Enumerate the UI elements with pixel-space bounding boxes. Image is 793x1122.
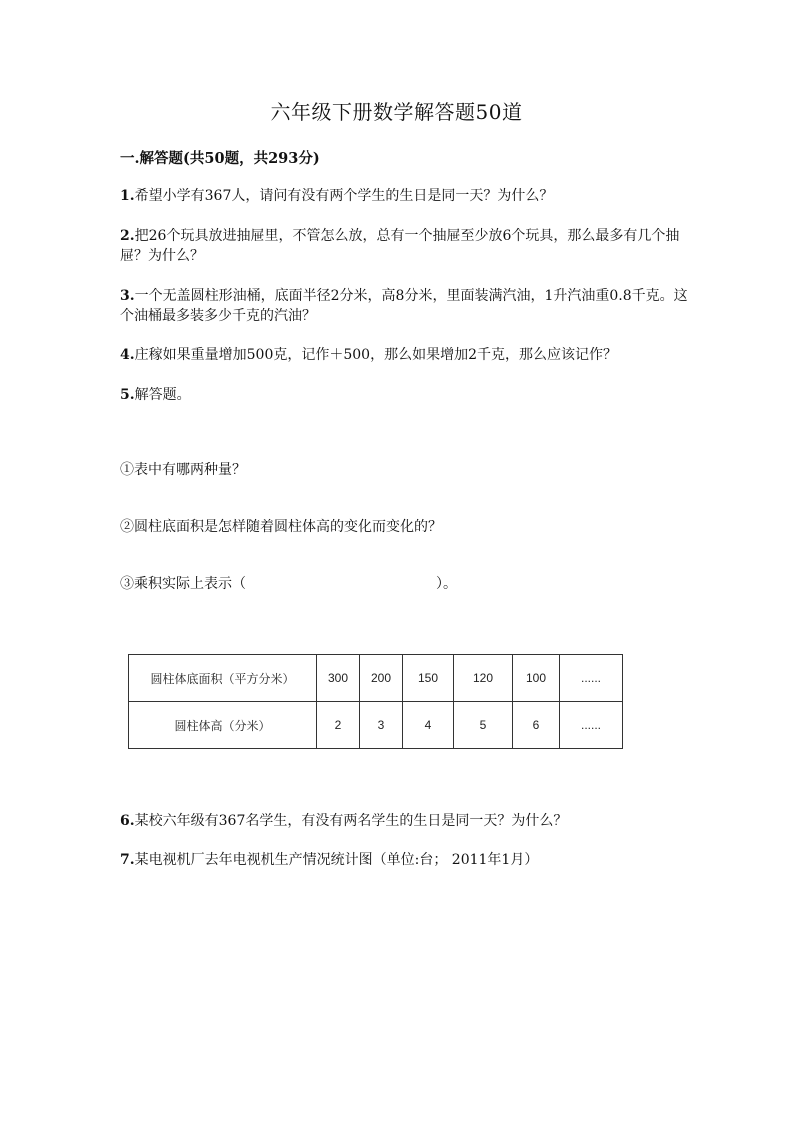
table-cell: 2 <box>317 702 360 749</box>
question-text: 庄稼如果重量增加500克，记作＋500，那么如果增加2千克，那么应该记作？ <box>134 347 617 363</box>
table-cell: 200 <box>360 655 403 702</box>
page-title: 六年级下册数学解答题50道 <box>270 100 523 124</box>
table-row <box>129 655 623 702</box>
subquestion-3-suffix: ）。 <box>436 576 457 592</box>
question-3 <box>120 286 690 326</box>
table-cell: ...... <box>560 655 623 702</box>
table-cell: 150 <box>403 655 454 702</box>
subquestion-1: ①表中有哪两种量？ <box>120 462 246 478</box>
question-7 <box>120 850 690 870</box>
subquestion-3-prefix: ③乘积实际上表示（ <box>120 576 246 592</box>
section-heading: 一.解答题(共50题，共293分) <box>120 150 320 167</box>
question-2 <box>120 226 690 266</box>
question-text: 某校六年级有367名学生，有没有两名学生的生日是同一天？为什么？ <box>134 813 568 829</box>
table-cell: ...... <box>560 702 623 749</box>
table-cell: 3 <box>360 702 403 749</box>
question-number: 1. <box>120 188 135 204</box>
question-text: 希望小学有367人，请问有没有两个学生的生日是同一天？为什么？ <box>134 188 554 204</box>
subquestion-3 <box>120 574 457 594</box>
table-cell: 6 <box>513 702 560 749</box>
table-cell: 5 <box>454 702 513 749</box>
table-cell: 100 <box>513 655 560 702</box>
table-cell: 300 <box>317 655 360 702</box>
question-number: 3. <box>120 288 135 304</box>
question-number: 4. <box>120 347 135 363</box>
question-number: 7. <box>120 852 135 868</box>
question-number: 2. <box>120 228 135 244</box>
question-1 <box>120 186 690 206</box>
question-text: 某电视机厂去年电视机生产情况统计图（单位:台； 2011年1月） <box>134 852 539 868</box>
cylinder-data-table <box>128 654 623 749</box>
question-5 <box>120 385 690 405</box>
table-cell: 4 <box>403 702 454 749</box>
row-label-height: 圆柱体高（分米） <box>129 702 317 749</box>
question-text: 一个无盖圆柱形油桶，底面半径2分米，高8分米，里面装满汽油，1升汽油重0.8千克。这个油桶最多装多少千克的汽油？ <box>120 288 688 324</box>
question-text: 解答题。 <box>134 387 191 403</box>
table-cell: 120 <box>454 655 513 702</box>
row-label-base-area: 圆柱体底面积（平方分米） <box>129 655 317 702</box>
question-text: 把26个玩具放进抽屉里，不管怎么放，总有一个抽屉至少放6个玩具，那么最多有几个抽屉？为什么？ <box>120 228 680 264</box>
question-number: 5. <box>120 387 135 403</box>
subquestion-2: ②圆柱底面积是怎样随着圆柱体高的变化而变化的？ <box>120 519 442 535</box>
table-row <box>129 702 623 749</box>
question-6 <box>120 811 690 831</box>
question-4 <box>120 345 690 365</box>
question-number: 6. <box>120 813 135 829</box>
